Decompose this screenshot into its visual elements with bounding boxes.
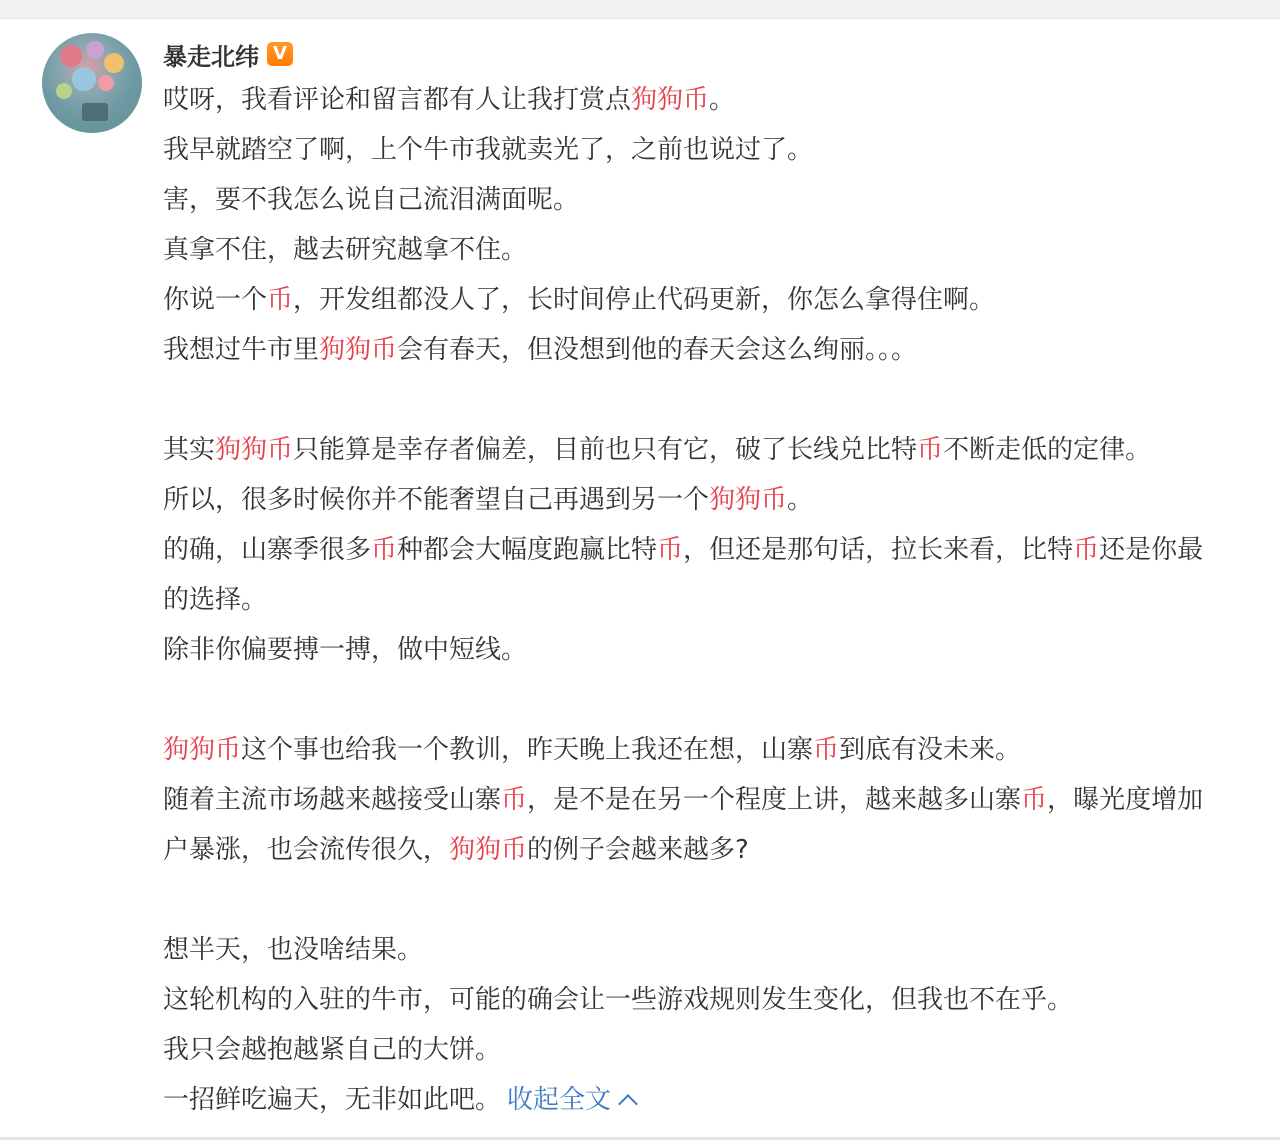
avatar-balloon-dot	[98, 75, 114, 91]
author-name[interactable]: 暴走北纬	[163, 42, 259, 71]
chevron-up-icon	[618, 1094, 638, 1114]
topic-link[interactable]: 狗狗币	[449, 835, 528, 865]
avatar-balloon-dot	[56, 83, 72, 99]
text-segment: 我想过牛市里	[163, 335, 320, 365]
text-segment: 。	[787, 485, 814, 515]
text-segment: 其实	[163, 435, 216, 465]
avatar-balloon-dot	[72, 67, 96, 91]
topic-link[interactable]: 狗狗币	[163, 735, 242, 765]
weibo-post	[0, 19, 1280, 1137]
text-segment: 。	[709, 85, 736, 115]
text-line	[163, 225, 1280, 275]
text-line	[163, 275, 1280, 325]
text-line	[163, 925, 1280, 975]
topic-link[interactable]: 币	[657, 535, 684, 565]
text-segment: 害，要不我怎么说自己流泪满面呢。	[163, 185, 580, 215]
paragraph-spacer	[163, 875, 1280, 925]
topic-link[interactable]: 币	[813, 735, 840, 765]
text-segment: 除非你偏要搏一搏，做中短线。	[163, 635, 528, 665]
text-line	[163, 1075, 1280, 1125]
topic-link[interactable]: 狗狗币	[709, 485, 788, 515]
avatar-balloon-dot	[86, 41, 104, 59]
post-content	[163, 75, 1280, 1125]
text-segment: 所以，很多时候你并不能奢望自己再遇到另一个	[163, 485, 710, 515]
text-line	[163, 475, 1280, 525]
text-segment: 到底有没未来。	[839, 735, 1022, 765]
text-segment: ，曝光度增加	[1047, 785, 1204, 815]
paragraph-spacer	[163, 375, 1280, 425]
text-segment: 的确，山寨季很多	[163, 535, 372, 565]
text-segment: 想半天，也没啥结果。	[163, 935, 424, 965]
text-segment: 还是你最	[1099, 535, 1204, 565]
text-segment: 不断走低的定律。	[943, 435, 1152, 465]
text-segment: 只能算是幸存者偏差，目前也只有它，破了长线兑比特	[293, 435, 918, 465]
topic-link[interactable]: 狗狗币	[631, 85, 710, 115]
text-line	[163, 325, 1280, 375]
text-segment: 这轮机构的入驻的牛市，可能的确会让一些游戏规则发生变化，但我也不在乎。	[163, 985, 1074, 1015]
avatar-balloon-dot	[104, 53, 124, 73]
text-segment: ，但还是那句话，拉长来看，比特	[683, 535, 1074, 565]
text-segment: 户暴涨，也会流传很久，	[163, 835, 450, 865]
avatar-balloon-dot	[60, 45, 82, 67]
text-line	[163, 975, 1280, 1025]
text-segment: 随着主流市场越来越接受山寨	[163, 785, 502, 815]
topic-link[interactable]: 币	[1021, 785, 1048, 815]
topic-link[interactable]: 币	[267, 285, 294, 315]
text-line	[163, 625, 1280, 675]
topic-link[interactable]: 狗狗币	[319, 335, 398, 365]
text-segment: 一招鲜吃遍天，无非如此吧。	[163, 1085, 502, 1115]
text-segment: 的例子会越来越多?	[527, 835, 749, 865]
text-line	[163, 425, 1280, 475]
topic-link[interactable]: 币	[501, 785, 528, 815]
text-segment: 哎呀，我看评论和留言都有人让我打赏点	[163, 85, 632, 115]
text-segment: 真拿不住，越去研究越拿不住。	[163, 235, 528, 265]
collapse-text-link[interactable]	[507, 1085, 635, 1115]
avatar-house-shape	[82, 103, 108, 121]
paragraph-spacer	[163, 675, 1280, 725]
topic-link[interactable]: 币	[371, 535, 398, 565]
text-line	[163, 825, 1280, 875]
topic-link[interactable]: 狗狗币	[215, 435, 294, 465]
text-segment: 种都会大幅度跑赢比特	[397, 535, 658, 565]
text-segment: 你说一个	[163, 285, 268, 315]
author-row	[163, 37, 293, 71]
text-segment: 我早就踏空了啊，上个牛市我就卖光了，之前也说过了。	[163, 135, 814, 165]
text-line	[163, 75, 1280, 125]
text-line	[163, 125, 1280, 175]
topic-link[interactable]: 币	[917, 435, 944, 465]
text-segment: 这个事也给我一个教训，昨天晚上我还在想，山寨	[241, 735, 814, 765]
text-line	[163, 1025, 1280, 1075]
text-line	[163, 775, 1280, 825]
text-line	[163, 525, 1280, 575]
topic-link[interactable]: 币	[1073, 535, 1100, 565]
text-line	[163, 575, 1280, 625]
text-segment: 我只会越抱越紧自己的大饼。	[163, 1035, 502, 1065]
text-segment: ，开发组都没人了，长时间停止代码更新，你怎么拿得住啊。	[293, 285, 996, 315]
text-segment: 的选择。	[163, 585, 268, 615]
top-divider	[0, 0, 1280, 19]
collapse-label: 收起全文	[507, 1085, 612, 1115]
text-segment: ，是不是在另一个程度上讲，越来越多山寨	[527, 785, 1022, 815]
text-segment: 会有春天，但没想到他的春天会这么绚丽。。。	[397, 335, 918, 365]
text-line	[163, 725, 1280, 775]
text-line	[163, 175, 1280, 225]
avatar[interactable]	[42, 33, 142, 133]
verified-badge-icon[interactable]: V	[267, 42, 293, 66]
